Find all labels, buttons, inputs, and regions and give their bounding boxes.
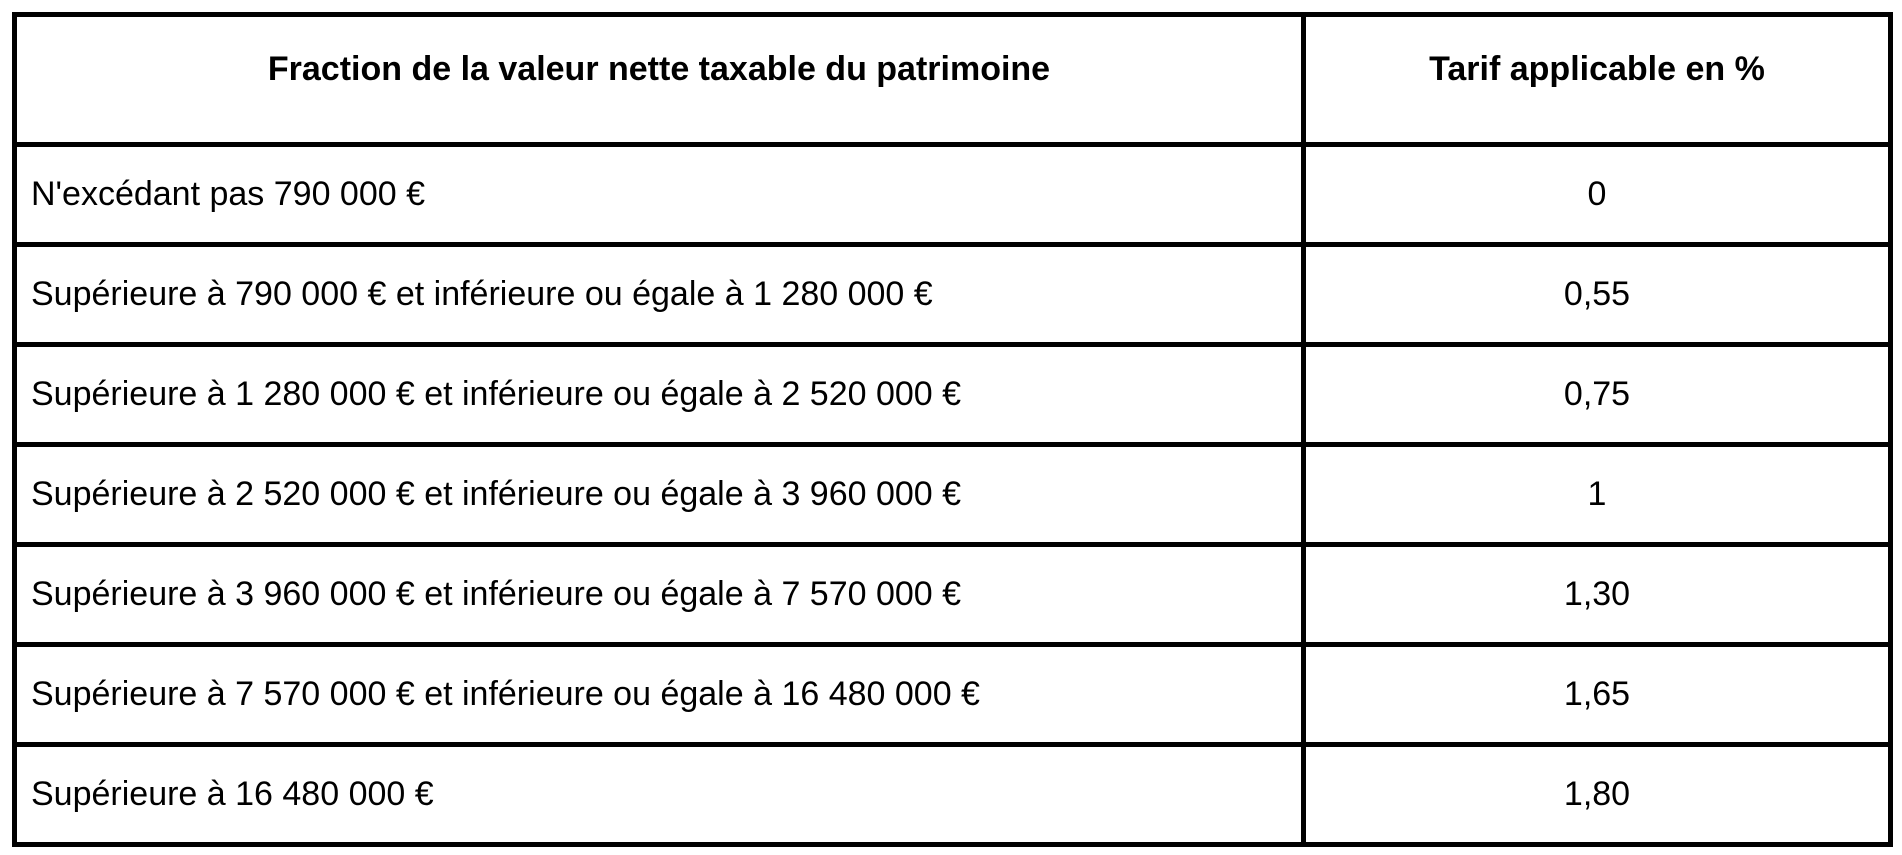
cell-fraction: Supérieure à 790 000 € et inférieure ou égale à 1 280 000 € bbox=[15, 245, 1304, 345]
cell-fraction: Supérieure à 7 570 000 € et inférieure ou égale à 16 480 000 € bbox=[15, 645, 1304, 745]
cell-rate: 1,30 bbox=[1304, 545, 1891, 645]
cell-rate: 1,65 bbox=[1304, 645, 1891, 745]
cell-fraction: Supérieure à 2 520 000 € et inférieure ou égale à 3 960 000 € bbox=[15, 445, 1304, 545]
table-row bbox=[15, 145, 1891, 245]
cell-rate: 0,55 bbox=[1304, 245, 1891, 345]
table-row bbox=[15, 745, 1891, 845]
table-row bbox=[15, 445, 1891, 545]
header-rate: Tarif applicable en % bbox=[1304, 15, 1891, 145]
cell-fraction: N'excédant pas 790 000 € bbox=[15, 145, 1304, 245]
table-row bbox=[15, 645, 1891, 745]
cell-rate: 1 bbox=[1304, 445, 1891, 545]
cell-fraction: Supérieure à 16 480 000 € bbox=[15, 745, 1304, 845]
cell-rate: 0,75 bbox=[1304, 345, 1891, 445]
cell-rate: 1,80 bbox=[1304, 745, 1891, 845]
table-header-row bbox=[15, 15, 1891, 145]
cell-fraction: Supérieure à 1 280 000 € et inférieure ou égale à 2 520 000 € bbox=[15, 345, 1304, 445]
table-row bbox=[15, 545, 1891, 645]
table-row bbox=[15, 345, 1891, 445]
header-fraction: Fraction de la valeur nette taxable du patrimoine bbox=[15, 15, 1304, 145]
tax-rate-table bbox=[12, 12, 1893, 847]
table-row bbox=[15, 245, 1891, 345]
cell-fraction: Supérieure à 3 960 000 € et inférieure ou égale à 7 570 000 € bbox=[15, 545, 1304, 645]
cell-rate: 0 bbox=[1304, 145, 1891, 245]
